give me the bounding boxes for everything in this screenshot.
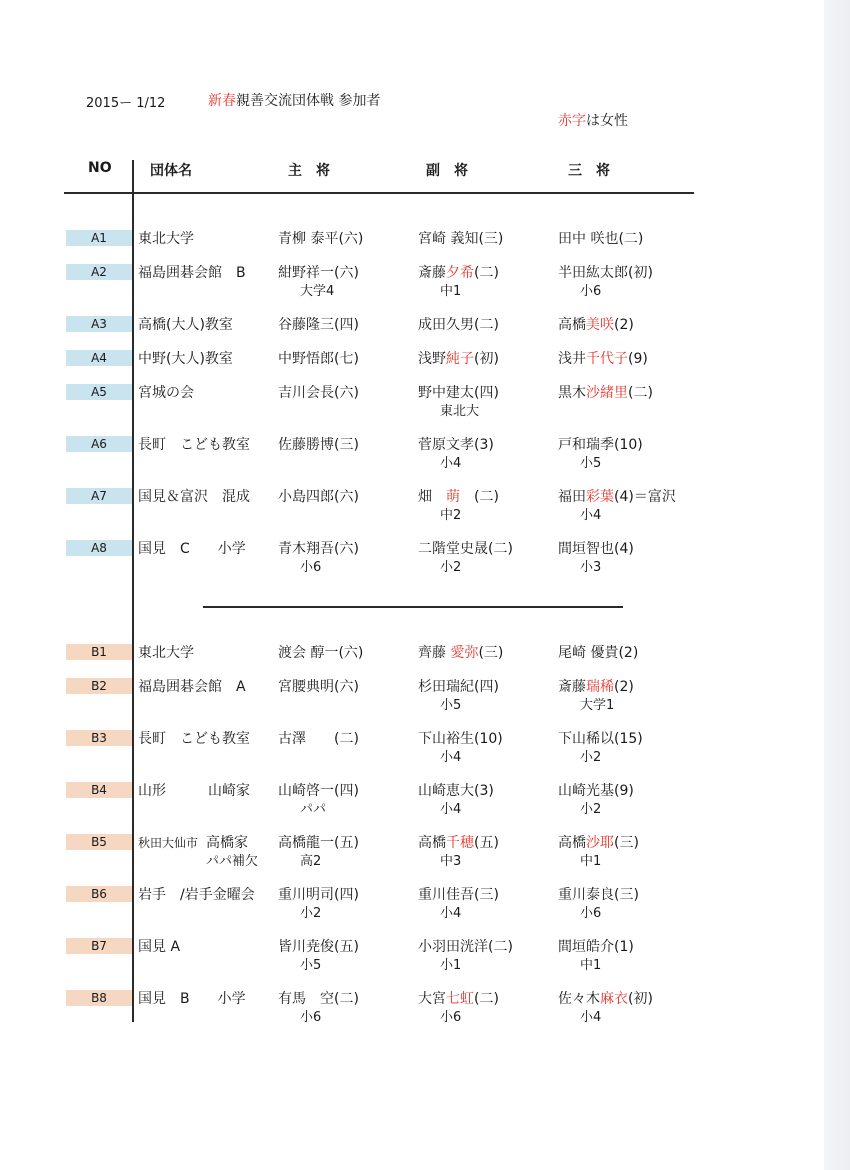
- player-grade: 中1: [580, 854, 602, 869]
- col-header-team: 団体名: [150, 163, 192, 179]
- name-segment: 重川泰良(三): [558, 887, 639, 903]
- player-fukusho: [418, 938, 513, 975]
- player-taisho: [278, 316, 359, 334]
- name-segment: 斎藤: [418, 265, 446, 281]
- legend-note: [558, 110, 628, 130]
- player-sansho: [558, 384, 653, 402]
- name-segment: 渡会 醇一(六): [278, 645, 364, 661]
- player-sansho: [558, 540, 634, 577]
- team-name: [138, 678, 246, 696]
- female-given-name: 萌: [446, 489, 460, 505]
- player-grade: 小4: [440, 456, 462, 471]
- female-given-name: 愛弥: [450, 645, 479, 661]
- female-given-name: 美咲: [586, 317, 614, 333]
- player-fukusho: [418, 730, 503, 767]
- player-taisho: [278, 990, 359, 1027]
- player-sansho: [558, 678, 634, 715]
- player-name: [418, 265, 499, 281]
- name-segment: 間垣皓介(1): [558, 939, 634, 955]
- name-segment: 小島四郎(六): [278, 489, 359, 505]
- name-segment: 佐々木: [558, 991, 600, 1007]
- player-fukusho: [418, 644, 503, 662]
- name-segment: 田中 咲也(二): [558, 231, 644, 247]
- table-row: [0, 488, 850, 528]
- name-segment: (2): [614, 317, 634, 333]
- name-segment: 黒木: [558, 385, 586, 401]
- player-name: [278, 679, 359, 695]
- team-name-text: 秋田大仙市: [138, 836, 199, 850]
- player-fukusho: [418, 230, 503, 248]
- table-row: [0, 938, 850, 978]
- name-segment: 吉川会長(六): [278, 385, 359, 401]
- team-name-text: 宮城の会: [138, 385, 194, 401]
- player-sansho: [558, 350, 648, 368]
- female-given-name: 千穂: [446, 835, 474, 851]
- name-segment: 下山裕生(10): [418, 731, 503, 747]
- team-note: パパ補欠: [206, 854, 259, 869]
- col-header-no: NO: [88, 160, 112, 176]
- player-grade: 小2: [300, 906, 322, 921]
- player-name: [558, 489, 676, 505]
- player-name: [278, 317, 359, 333]
- legend-red-part: 赤字: [558, 113, 586, 129]
- player-name: [278, 231, 363, 247]
- team-name-family: 高橋家: [206, 835, 249, 851]
- name-segment: 齊藤: [418, 645, 451, 661]
- name-segment: 青木翔吾(六): [278, 541, 359, 557]
- name-segment: (五): [474, 835, 499, 851]
- player-grade: 小6: [300, 1010, 322, 1025]
- document-title: [208, 90, 380, 110]
- table-row: [0, 990, 850, 1030]
- player-name: [418, 317, 499, 333]
- name-segment: 高橋龍一(五): [278, 835, 359, 851]
- player-sansho: [558, 436, 643, 473]
- player-fukusho: [418, 540, 513, 577]
- name-segment: 重川佳吾(三): [418, 887, 499, 903]
- player-taisho: [278, 540, 359, 577]
- name-segment: 佐藤勝博(三): [278, 437, 359, 453]
- name-segment: 畑: [418, 489, 446, 505]
- female-given-name: 沙緒里: [586, 385, 628, 401]
- player-name: [278, 645, 363, 661]
- player-name: [418, 489, 499, 505]
- name-segment: 中野悟郎(七): [278, 351, 359, 367]
- header-divider: [64, 192, 694, 194]
- team-name: [138, 350, 233, 368]
- player-name: [418, 939, 513, 955]
- team-name-text: 東北大学: [138, 231, 194, 247]
- player-grade: 小6: [300, 560, 322, 575]
- player-fukusho: [418, 350, 499, 368]
- player-name: [278, 385, 359, 401]
- row-number-label: B7: [66, 938, 132, 954]
- player-name: [558, 939, 634, 955]
- name-segment: 斎藤: [558, 679, 586, 695]
- player-grade: 小4: [580, 1010, 602, 1025]
- player-name: [418, 437, 494, 453]
- row-number-label: A4: [66, 350, 132, 366]
- name-segment: 戸和瑞季(10): [558, 437, 643, 453]
- name-segment: 浅野: [418, 351, 446, 367]
- team-name-text: 国見 A: [138, 939, 181, 955]
- name-segment: 高橋: [558, 835, 586, 851]
- player-name: [418, 231, 503, 247]
- player-grade: 東北大: [440, 404, 480, 419]
- player-sansho: [558, 938, 634, 975]
- legend-rest: は女性: [586, 113, 628, 129]
- row-number-label: B8: [66, 990, 132, 1006]
- table-row: [0, 540, 850, 580]
- team-name: [138, 264, 246, 282]
- player-name: [278, 991, 359, 1007]
- table-row: [0, 886, 850, 926]
- row-number-label: A5: [66, 384, 132, 400]
- name-segment: 紺野祥一(六): [278, 265, 359, 281]
- player-name: [558, 645, 638, 661]
- player-name: [558, 385, 653, 401]
- player-fukusho: [418, 264, 499, 301]
- player-grade: 小3: [580, 560, 602, 575]
- team-name-text: 福島囲碁会館 B: [138, 265, 246, 281]
- name-segment: (三): [614, 835, 639, 851]
- player-sansho: [558, 230, 643, 248]
- name-segment: 高橋: [558, 317, 586, 333]
- team-name-text: 長町 こども教室: [138, 437, 250, 453]
- player-grade: 大学4: [300, 284, 335, 299]
- row-number-label: B3: [66, 730, 132, 746]
- team-name: [138, 436, 250, 454]
- name-segment: 杉田瑞紀(四): [418, 679, 499, 695]
- player-name: [418, 541, 513, 557]
- table-row: [0, 264, 850, 304]
- player-grade: 小6: [580, 284, 602, 299]
- team-name-text: 福島囲碁会館 A: [138, 679, 246, 695]
- team-name: [138, 730, 250, 748]
- player-fukusho: [418, 886, 499, 923]
- player-name: [418, 679, 499, 695]
- female-given-name: 瑞稀: [586, 679, 614, 695]
- name-segment: (二): [460, 489, 499, 505]
- team-name: [138, 990, 246, 1008]
- player-name: [418, 645, 503, 661]
- name-segment: 重川明司(四): [278, 887, 359, 903]
- player-name: [558, 317, 634, 333]
- player-name: [558, 783, 634, 799]
- name-segment: 小羽田洸洋(二): [418, 939, 513, 955]
- table-row: [0, 384, 850, 424]
- row-number-label: A7: [66, 488, 132, 504]
- player-name: [558, 887, 639, 903]
- player-name: [418, 731, 503, 747]
- player-taisho: [278, 938, 359, 975]
- name-segment: (2): [614, 679, 634, 695]
- player-name: [558, 835, 639, 851]
- player-grade: 小5: [440, 698, 462, 713]
- player-taisho: [278, 384, 359, 402]
- name-segment: 二階堂史晟(二): [418, 541, 513, 557]
- team-name-text: 国見＆富沢 混成: [138, 489, 250, 505]
- player-name: [278, 887, 359, 903]
- player-sansho: [558, 730, 643, 767]
- name-segment: 野中建太(四): [418, 385, 499, 401]
- female-given-name: 千代子: [586, 351, 628, 367]
- player-fukusho: [418, 782, 494, 819]
- player-name: [418, 783, 494, 799]
- team-name-text: 国見 C 小学: [138, 541, 246, 557]
- row-number-label: A2: [66, 264, 132, 280]
- player-grade: 小4: [580, 508, 602, 523]
- player-name: [558, 351, 648, 367]
- table-row: [0, 730, 850, 770]
- player-taisho: [278, 834, 359, 871]
- document-date: 2015ー 1/12: [86, 96, 166, 111]
- player-name: [278, 265, 359, 281]
- row-number-label: B4: [66, 782, 132, 798]
- player-sansho: [558, 782, 634, 819]
- player-name: [278, 835, 359, 851]
- name-segment: 宮崎 義知(三): [418, 231, 504, 247]
- name-segment: 谷藤隆三(四): [278, 317, 359, 333]
- title-red-part: 新春: [208, 93, 236, 109]
- female-given-name: 麻衣: [600, 991, 628, 1007]
- player-taisho: [278, 230, 363, 248]
- team-name-text: 高橋(大人)教室: [138, 317, 233, 333]
- row-number-label: A3: [66, 316, 132, 332]
- player-grade: 小1: [440, 958, 462, 973]
- name-segment: 半田紘太郎(初): [558, 265, 653, 281]
- player-sansho: [558, 488, 676, 525]
- team-name-text: 山形 山崎家: [138, 783, 250, 799]
- player-grade: 小5: [300, 958, 322, 973]
- name-segment: 菅原文孝(3): [418, 437, 494, 453]
- player-name: [418, 835, 499, 851]
- name-segment: 古澤 (二): [278, 731, 359, 747]
- player-name: [418, 887, 499, 903]
- name-segment: (二): [474, 991, 499, 1007]
- name-segment: (初): [628, 991, 653, 1007]
- player-grade: 小4: [440, 750, 462, 765]
- player-name: [278, 541, 359, 557]
- table-row: [0, 436, 850, 476]
- player-grade: 小2: [440, 560, 462, 575]
- player-grade: 小2: [580, 802, 602, 817]
- player-name: [558, 679, 634, 695]
- name-segment: 尾崎 優貴(2): [558, 645, 639, 661]
- team-name-text: 国見 B 小学: [138, 991, 246, 1007]
- female-given-name: 沙耶: [586, 835, 614, 851]
- female-given-name: 純子: [446, 351, 474, 367]
- player-sansho: [558, 316, 634, 334]
- player-fukusho: [418, 678, 499, 715]
- player-fukusho: [418, 834, 499, 871]
- row-number-label: A8: [66, 540, 132, 556]
- row-number-label: A1: [66, 230, 132, 246]
- player-grade: 小6: [580, 906, 602, 921]
- name-segment: (三): [478, 645, 504, 661]
- female-given-name: 彩葉: [586, 489, 614, 505]
- group-divider: [203, 606, 623, 608]
- table-row: [0, 782, 850, 822]
- player-sansho: [558, 644, 638, 662]
- player-taisho: [278, 644, 363, 662]
- player-fukusho: [418, 316, 499, 334]
- name-segment: 成田久男(二): [418, 317, 499, 333]
- name-segment: 青柳 泰平(六): [278, 231, 364, 247]
- player-grade: パパ: [300, 802, 327, 817]
- player-name: [278, 437, 359, 453]
- name-segment: (二): [628, 385, 653, 401]
- player-name: [418, 351, 499, 367]
- player-name: [278, 783, 359, 799]
- name-segment: 浅井: [558, 351, 586, 367]
- name-segment: (4)＝富沢: [614, 489, 676, 505]
- player-grade: 中1: [580, 958, 602, 973]
- player-name: [278, 489, 359, 505]
- team-name-text: 東北大学: [138, 645, 194, 661]
- team-name: [138, 540, 246, 558]
- player-fukusho: [418, 990, 499, 1027]
- table-row: [0, 678, 850, 718]
- player-sansho: [558, 886, 639, 923]
- player-grade: 中3: [440, 854, 462, 869]
- col-header-p2: 副 将: [426, 163, 468, 179]
- row-number-label: B2: [66, 678, 132, 694]
- player-taisho: [278, 436, 359, 454]
- row-number-label: A6: [66, 436, 132, 452]
- table-row: [0, 834, 850, 874]
- player-grade: 中1: [440, 284, 462, 299]
- row-number-label: B5: [66, 834, 132, 850]
- name-segment: (初): [474, 351, 499, 367]
- team-name-text: 岩手 /岩手金曜会: [138, 887, 255, 903]
- player-sansho: [558, 834, 639, 871]
- name-segment: 間垣智也(4): [558, 541, 634, 557]
- team-name: [138, 316, 233, 334]
- name-segment: 山崎恵大(3): [418, 783, 494, 799]
- name-segment: 山崎光基(9): [558, 783, 634, 799]
- player-taisho: [278, 678, 359, 696]
- name-segment: (9): [628, 351, 648, 367]
- player-taisho: [278, 350, 359, 368]
- team-name: [138, 886, 255, 904]
- name-segment: 宮腰典明(六): [278, 679, 359, 695]
- row-number-label: B6: [66, 886, 132, 902]
- player-grade: 小4: [440, 802, 462, 817]
- col-header-p3: 三 将: [568, 163, 610, 179]
- team-name-text: 長町 こども教室: [138, 731, 250, 747]
- player-name: [558, 541, 634, 557]
- player-name: [278, 939, 359, 955]
- name-segment: 皆川尭俊(五): [278, 939, 359, 955]
- player-taisho: [278, 886, 359, 923]
- name-segment: 有馬 空(二): [278, 991, 359, 1007]
- team-name: [138, 384, 194, 402]
- player-sansho: [558, 990, 653, 1027]
- row-number-label: B1: [66, 644, 132, 660]
- name-segment: 福田: [558, 489, 586, 505]
- team-name: [138, 644, 194, 662]
- player-grade: 大学1: [580, 698, 615, 713]
- player-name: [418, 385, 499, 401]
- name-segment: 山崎啓一(四): [278, 783, 359, 799]
- female-given-name: 夕希: [446, 265, 474, 281]
- player-grade: 小2: [580, 750, 602, 765]
- player-taisho: [278, 264, 359, 301]
- name-segment: 高橋: [418, 835, 446, 851]
- name-segment: (二): [474, 265, 499, 281]
- player-grade: 小6: [440, 1010, 462, 1025]
- col-header-p1: 主 将: [288, 163, 330, 179]
- player-taisho: [278, 730, 359, 748]
- team-name: [138, 938, 180, 956]
- player-grade: 小5: [580, 456, 602, 471]
- player-fukusho: [418, 384, 499, 421]
- player-grade: 中2: [440, 508, 462, 523]
- player-taisho: [278, 488, 359, 506]
- title-rest: 親善交流団体戦 参加者: [236, 93, 381, 109]
- player-taisho: [278, 782, 359, 819]
- name-segment: 下山稀以(15): [558, 731, 643, 747]
- player-fukusho: [418, 488, 499, 525]
- player-name: [558, 231, 643, 247]
- player-name: [558, 991, 653, 1007]
- player-fukusho: [418, 436, 494, 473]
- name-segment: 大宮: [418, 991, 446, 1007]
- team-name: [138, 782, 250, 800]
- player-name: [278, 731, 359, 747]
- team-name-text: 中野(大人)教室: [138, 351, 233, 367]
- player-name: [558, 265, 653, 281]
- player-sansho: [558, 264, 653, 301]
- player-name: [278, 351, 359, 367]
- player-name: [558, 731, 643, 747]
- player-grade: 高2: [300, 854, 322, 869]
- player-name: [418, 991, 499, 1007]
- player-grade: 小4: [440, 906, 462, 921]
- team-name: [138, 230, 194, 248]
- player-name: [558, 437, 643, 453]
- team-name: [138, 488, 250, 506]
- team-name: [138, 834, 258, 871]
- female-given-name: 七虹: [446, 991, 474, 1007]
